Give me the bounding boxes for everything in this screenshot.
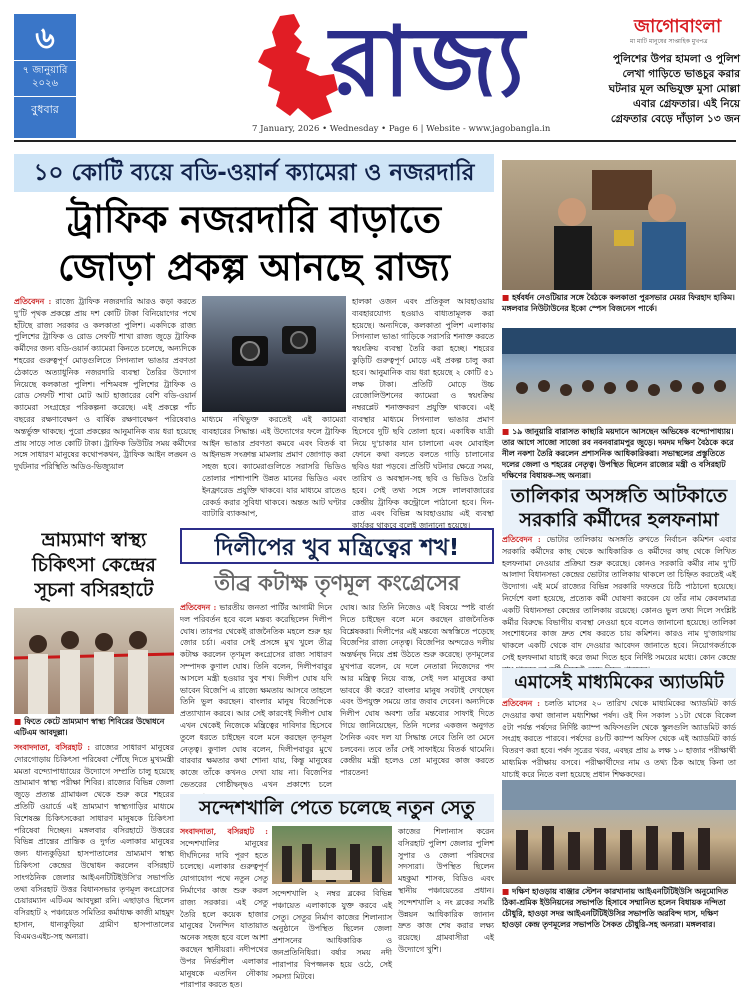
health-body-text: রাজ্যের সাধারণ মানুষের দোরগোড়ায় চিকিৎসা পরিষেবা পৌঁছে দিতে মুখ্যমন্ত্রী মমতা বন্দ্যোপাধ্যায়ের উদ্যোগে সম্প্রতি চালু হয়েছে ভ্রাম্যমাণ স্বাস্থ্য পরীক্ষা শিবির। রাজ্যের বিভিন্ন জেলা জুড়ে প্রত্যন্ত গ্রামাঞ্চল থেকে শুরু করে শহরের প্রতিটি ওয়ার্ডে এই ভ্রাম্যমাণ স্বাস্থ্যগাড়ির মাধ্যমে বিশেষজ্ঞ চিকিৎসকেরা সাধারণ মানুষকে চিকিৎসা পরিষেবা দিচ্ছেন। মঙ্গলবার বসিরহাটে উত্তরের বিভিন্ন প্রান্তের প্রান্তিক ও দুর্গত এলাকার মানুষের জন্য ধান্যকুড়িয়া হাসপাতালের ভ্রাম্যমাণ স্বাস্থ্য চিকিৎসা কেন্দ্রের উদ্বোধন করলেন বসিরহাট সাংগঠনিক জেলার আইএনটিটিইউসি'র সভাপতি তথা বসিরহাট উত্তর বিধানসভার তৃণমূল কংগ্রেসের চেয়ারম্যান এটিএম আবদুল্লা রনি। এছাড়াও ছিলেন বসিরহাট ২ পঞ্চায়েত সমিতির কর্মাধ্যক্ষ কাজী মাহমুদ হাসান, ধান্যকুড়িয়া গ্রামীণ হাসপাতালের বিএমওএইচ-সহ অন্যরা। (14, 743, 174, 941)
bodycam-caption (202, 414, 346, 518)
health-byline: সংবাদদাতা, বসিরহাট : (14, 743, 91, 752)
header-teaser (590, 52, 740, 127)
health-caption (14, 716, 174, 740)
sandeshkhali-column-3 (398, 826, 494, 954)
lead-column-1 (14, 296, 196, 518)
health-headline-line: ভ্রাম্যমাণ স্বাস্থ্য (41, 529, 147, 551)
bullet-icon: ■ (502, 887, 513, 896)
masthead: রাজ্য (330, 6, 525, 118)
exam-byline: প্রতিবেদন : (502, 699, 541, 708)
health-headline-line: চিকিৎসা কেন্দ্রের (32, 554, 156, 576)
teaser-line: গ্রেফতার বেড়ে দাঁড়াল ১৩ জন (610, 113, 740, 125)
health-body (14, 742, 174, 954)
dilip-column-2 (340, 602, 494, 790)
ribbon-cutting-illustration (14, 608, 174, 714)
gathering-illustration (502, 780, 736, 884)
health-headline (14, 528, 174, 603)
mayor-caption (502, 292, 736, 326)
sandeshkhali-column-1 (180, 826, 268, 990)
list-byline: প্রতিবেদন : (502, 535, 541, 544)
weekday: বুধবার (14, 96, 76, 120)
mayor-caption-text: হর্ষবর্ধন নেওটিয়ার সঙ্গে বৈঠকে কলকাতা পুরসভার মেয়র ফিরহাদ হাকিম। মঙ্গলবার নিউটাউনের ইকো স্পেস বিজনেস পার্কে। (502, 293, 735, 313)
dateline: 7 January, 2026 • Wednesday • Page 6 | Website - www.jagobangla.in (252, 124, 551, 134)
list-body-text: ভোটার তালিকায় অসঙ্গতি রুখতে নির্বাচন কমিশন এবার সরকারি কর্মীদের কাছ থেকে আধিকারিক ও কর্মীদের কাছ থেকে লিখিত হলফনামা নেওয়ার প্রক্রিয়া শুরু করেছে। কোনও সরকারি কর্মীর নাম দু'টি আলাদা বিধানসভা কেন্দ্রের ভোটার তালিকায় থাকলে তা চিহ্নিত করতেই এই উদ্যোগ। এই মর্মে রাজ্যের বিভিন্ন সরকারি দফতরে চিঠি পাঠানো হয়েছে। নির্দেশে বলা হয়েছে, প্রত্যেক কর্মী ঘোষণা করবেন যে তাঁর নাম কেবলমাত্র একটি বিধানসভা কেন্দ্রের তালিকায় রয়েছে। কোনও ভুল তথ্য দিলে সংশ্লিষ্ট কর্মীর বিরুদ্ধে বিভাগীয় ব্যবস্থা নেওয়া হবে বলেও জানানো হয়েছে। তালিকা সংশোধনের কাজ দ্রুত শেষ করতে চায় কমিশন। কারও নাম দু'জায়গায় থাকলে একটি থেকে বাদ দেওয়ার আবেদন জানাতে হবে। নিয়োগকর্তাকে সেই হলফনামা যাচাই করে জমা দিতে হবে নির্দিষ্ট সময়ের মধ্যে। কোন কেন্দ্রে (502, 535, 736, 662)
lead-byline: প্রতিবেদন : (14, 297, 52, 306)
dilip-body: ঘোষ। আর তিনি নিজেও এই বিষয়ে স্পষ্ট বার্তা দিতে চাইছেন বলে মনে করছেন রাজনৈতিক বিশ্লেষকরা। দিলীপের এই মন্তব্যে অস্বস্তিতে পড়েছে বিজেপির রাজ্য নেতৃত্ব। বিজেপির অন্দরেও দলীয় অন্তর্দ্বন্দ্ব নিয়ে প্রশ্ন উঠতে শুরু করেছে। তৃণমূলের মুখপাত্র বলেন, যে দলে নেতারা নিজেদের পদ আর মন্ত্রিত্ব নিয়ে ব্যস্ত, সেই দল মানুষের কথা ভাববে কী করে? বাংলার মানুষ সবটাই দেখছেন এবং উপযুক্ত সময়ে তার জবাব দেবেন। অন্যদিকে দিলীপ ঘোষ অবশ্য তাঁর মন্তব্যের সাফাই দিতে গিয়ে জানিয়েছেন, তিনি দলের একজন অনুগত সৈনিক এবং দল যা সিদ্ধান্ত নেবে তিনি তা মেনে চলবেন। তবে তাঁর সেই সাফাইয়ে বিতর্ক থামেনি। কেন্দ্রীয় মন্ত্রী হলেও তো মানুষের কাজ করতে পারতেন! (340, 603, 494, 778)
brand-logo: জাগোবাংলা (634, 16, 722, 37)
bullet-icon: ■ (14, 717, 25, 726)
list-headline (502, 480, 736, 536)
howrah-photo (502, 780, 736, 884)
sandeshkhali-body: কাজের শিলান্যাস করেন বসিরহাট পুলিশ জেলার পুলিশ সুপার ও জেলা পরিষদের সদস্যরা। উপস্থিত ছিলেন মহকুমা শাসক, বিডিও এবং স্থানীয় পঞ্চায়েতের প্রধান। সন্দেশখালি ২ নং ব্লকের সমষ্টি উন্নয়ন আধিকারিক জানান দ্রুত কাজ শেষ করার লক্ষ্য রয়েছে। গ্রামবাসীরা এই উদ্যোগে খুশি। (398, 827, 494, 954)
page-number: ৬ (35, 21, 55, 56)
crowd-illustration (502, 328, 736, 424)
date-box (14, 14, 76, 138)
lead-body: হালকা ওজন এবং প্রতিকূল আবহাওয়ায় ব্যবহারযোগ্য হওয়াও বাধ্যতামূলক করা হয়েছে। অন্যদিকে, কলকাতা পুলিশ এলাকায় সিগন্যাল ভাঙা গাড়িকে সরাসরি শনাক্ত করতে স্বয়ংক্রিয় ব্যবস্থা তৈরি করা হচ্ছে। শহরের কুড়িটি গুরুত্বপূর্ণ মোড়ে এই প্রকল্প চালু করা হবে। আনুমানিক ব্যয় ধরা হয়েছে ২ কোটি ৫১ লক্ষ টাকা। প্রতিটি মোড়ে উচ্চ রেজোলিউশনের ক্যামেরা ও স্বয়ংক্রিয় নম্বরপ্লেট শনাক্তকরণ প্রযুক্তি থাকবে। এই ব্যবস্থার মাধ্যমে সিগন্যাল ভাঙার প্রমাণ হিসেবে দুটি ছবি তোলা হবে। একাধিক যাত্রী নিয়ে দু'চাকার যান চালানো এবং মোবাইল ফোনে কথা বলতে বলতে গাড়ি চালানোর ছবিও ধরা পড়বে। প্রতিটি ঘটনার ক্ষেত্রে সময়, তারিখ ও অবস্থান-সহ ছবি ও ভিডিও তৈরি হবে। সেই তথ্য সঙ্গে সঙ্গে লালবাজারের কেন্দ্রীয় ট্রাফিক কন্ট্রোলে পাঠানো হবে। দিন-রাত এবং বিভিন্ন আবহাওয়ায় এই ব্যবস্থা কার্যকর থাকবে বলেই জানানো হয়েছে। (352, 297, 494, 531)
fair-photo (502, 328, 736, 424)
teaser-line: এবার গ্রেফতার। এই নিয়ে (633, 98, 740, 110)
foundation-illustration (272, 826, 392, 884)
lead-headline-line: ট্রাফিক নজরদারি বাড়াতে (66, 198, 442, 241)
health-photo (14, 608, 174, 714)
sandeshkhali-body: সন্দেশখালি ২ নম্বর ব্লকের বিভিন্ন পঞ্চায়েত এলাকাকে যুক্ত করবে এই সেতু। সেতুর নির্মাণ কাজের শিলান্যাস অনুষ্ঠানে উপস্থিত ছিলেন জেলা প্রশাসনের আধিকারিক ও জনপ্রতিনিধিরা। বর্ষার সময় নদী পারাপার বিপজ্জনক হয়ে ওঠে, সেই সমস্যা মিটবে। (272, 889, 392, 981)
fair-caption (502, 426, 736, 480)
exam-body-text: চলতি মাসের ২০ তারিখ থেকে মাধ্যমিকের অ্যাডমিট কার্ড দেওয়ার কথা জানাল মধ্যশিক্ষা পর্ষদ। ওই দিন সকাল ১১টা থেকে বিকেল ৫টা পর্যন্ত পর্ষদের নির্দিষ্ট ক্যাম্প অফিসগুলি থেকে স্কুলগুলি অ্যাডমিট কার্ড সংগ্রহ করতে পারবে। পর্ষদের ৪৮টি ক্যাম্প অফিস থেকে এই অ্যাডমিট কার্ড বিতরণ করা হবে। পর্ষদ সূত্রের খবর, এবছর প্রায় ৯ লক্ষ ১০ হাজার পরীক্ষার্থী মাধ্যমিক পরীক্ষায় বসবে। পরীক্ষার্থীদের নাম ও তথ্য ঠিক আছে কিনা তা যাচাই করে নিতে বলা হয়েছে প্রধান শিক্ষকদের। (502, 699, 737, 779)
sandeshkhali-body: সন্দেশখালির মানুষের দীর্ঘদিনের দাবি পূরণ হতে চলেছে। এলাকার গুরুত্বপূর্ণ যোগাযোগ পথে নতুন সেতু নির্মাণের কাজ শুরু করল রাজ্য সরকার। এই সেতু তৈরি হলে কয়েক হাজার মানুষের দৈনন্দিন যাতায়াত অনেক সহজ হবে বলে আশা করছেন স্থানীয়রা। নদীপথের উপর নির্ভরশীল এলাকার মানুষকে এতদিন নৌকায় পারাপার করতে হত। (180, 838, 268, 990)
bridge-photo (272, 826, 392, 884)
meeting-illustration (502, 160, 736, 290)
list-headline-line: তালিকার অসঙ্গতি আটকাতে (510, 485, 728, 507)
exam-headline: এমাসেই মাধ্যমিকের অ্যাডমিট (502, 668, 736, 698)
dilip-byline: প্রতিবেদন : (180, 603, 217, 612)
sandeshkhali-byline: সংবাদদাতা, বসিরহাট : (180, 827, 268, 836)
list-body (502, 534, 736, 666)
howrah-caption-text: দক্ষিণ হাওড়ায় বাঞ্জার স্টেশন কারখানায় আইএনটিটিইউসি অনুমোদিত ঠিকা-শ্রমিক ইউনিয়নের সভাপতি হিসাবে সম্মানিত হলেন বিধায়ক নন্দিতা চৌধুরি, হাওড়া সদর আইএনটিটিইউসির সভাপতি অরবিন্দ দাস, দক্ষিণ হাওড়া কেন্দ্র তৃণমূলের সভাপতি সৈকত চৌধুরি-সহ অন্যরা। মঙ্গলবার। (502, 887, 728, 929)
teaser-line: পুলিশের উপর হামলা ও পুলিশ (612, 53, 740, 65)
lead-headline-line: জোড়া প্রকল্প আনছে রাজ্য (58, 246, 450, 289)
dilip-column-1 (180, 602, 332, 790)
sandeshkhali-headline: সন্দেশখালি পেতে চলেছে নতুন সেতু (180, 794, 494, 822)
lead-body: রাজ্যে ট্রাফিক নজরদারি আরও কড়া করতে দু'টি পৃথক প্রকল্পে প্রায় দশ কোটি টাকা বিনিয়োগের পথে হাঁটছে রাজ্য সরকার ও কলকাতা পুলিশ। একদিকে রাজ্য পুলিশের ট্রাফিক ও রোড সেফটি শাখা রাজ্য জুড়ে ট্রাফিক কর্মীদের জন্য বডি-ওয়ার্ন ক্যামেরা কিনতে চলেছে, অন্যদিকে শহরের গুরুত্বপূর্ণ মোড়গুলিতে সিগন্যাল ভাঙার প্রবণতা ঠেকাতে অত্যাধুনিক নজরদারি ব্যবস্থা তৈরির উদ্যোগ নিয়েছে কলকাতা পুলিশ। পশ্চিমবঙ্গ পুলিশের ট্রাফিক ও রোড সেফটি শাখা মোট আট হাজারের বেশি বডি-ওয়ার্ন ক্যামেরা সংগ্রহের পরিকল্পনা করেছে। এই প্রকল্পে পাঁচ বছরের রক্ষণাবেক্ষণ ও বার্ষিক রক্ষণাবেক্ষণ পরিষেবাও অন্তর্ভুক্ত থাকছে। পুরো প্রকল্পের আনুমানিক ব্যয় ধরা হয়েছে প্রায় সাড়ে সাত কোটি টাকা। ট্রাফিক ডিউটির সময় কর্মীদের সঙ্গে সাধারণ মানুষের কথোপকথন, ট্রাফিক আইন লঙ্ঘন ও দুর্ঘটনার পরিস্থিতি অডিও-ভিজ্যুয়াল (14, 297, 196, 472)
lead-column-3 (352, 296, 494, 531)
dilip-body: ভারতীয় জনতা পার্টির আগামী দিনে দল পরিবর্তন হবে বলে মন্তব্য করেছিলেন দিলীপ ঘোষ। তারপর থেকেই রাজনৈতিক মহলে শুরু হয় জোর চর্চা। এবার সেই প্রসঙ্গে মুখ খুলে তীব্র কটাক্ষ করলেন তৃণমূল কংগ্রেসের রাজ্য সাধারণ সম্পাদক কুণাল ঘোষ। তিনি বলেন, দিলীপবাবুর আসলে মন্ত্রী হওয়ার খুব শখ। দিলীপ ঘোষ যদি ভাবেন বিজেপি এ রাজ্যে ক্ষমতায় আসবে তাহলে তিনি ভুল করছেন। বাংলার মানুষ বিজেপিকে প্রত্যাখ্যান করবে। আর সেই কারণেই দিলীপ ঘোষ এখন থেকেই নিজেকে মন্ত্রিত্বের দাবিদার হিসেবে তুলে ধরতে চাইছেন বলে মনে করছেন তৃণমূল নেতৃত্ব। কুণাল ঘোষ বলেন, দিলীপবাবুর মুখে বারবার ক্ষমতার কথা শোনা যায়, কিন্তু মানুষের কাজে তাঁকে কখনও দেখা যায় না। বিজেপির ভেতরের গোষ্ঠীদ্বন্দ্বও এখন প্রকাশ্যে চলে (180, 603, 332, 789)
dilip-subheadline: তীব্র কটাক্ষ তৃণমূল কংগ্রেসের (214, 571, 460, 595)
list-headline-line: সরকারি কর্মীদের হলফনামা (519, 509, 719, 531)
bullet-icon: ■ (502, 427, 513, 436)
sandeshkhali-column-2 (272, 888, 392, 981)
mayor-photo (502, 160, 736, 290)
bodycam-icon (202, 296, 346, 412)
exam-body (502, 698, 737, 779)
bullet-icon: ■ (502, 293, 513, 302)
header-rule (14, 140, 736, 142)
teaser-line: লেখা গাড়িতে ভাঙচুর করার (622, 68, 740, 80)
howrah-caption (502, 886, 736, 956)
brand-tagline: মা মাটি মানুষের সাপ্তাহিক মুখপত্র (630, 38, 708, 45)
lead-headline (14, 196, 494, 292)
date-day: ৭ জানুয়ারি (14, 60, 76, 77)
teaser-line: ঘটনার মূল অভিযুক্ত মুসা মোল্লা (608, 83, 740, 95)
dilip-headline: দিলীপের খুব মন্ত্রিত্বের শখ! (180, 528, 494, 564)
lead-kicker: ১০ কোটি ব্যয়ে বডি-ওয়ার্ন ক্যামেরা ও নজরদারি (14, 154, 494, 192)
bodycam-caption-text: মাধ্যমে নথিভুক্ত করতেই এই ক্যামেরা ব্যবহারের সিদ্ধান্ত। এই উদ্যোগের ফলে ট্রাফিক আইন ভাঙার প্রবণতা কমবে এবং বিতর্ক বা আইনভঙ্গ সংক্রান্ত মামলায় প্রমাণ জোগাড় করা সহজ হবে। ক্যামেরাগুলিতে সরাসরি ভিডিও তোলার পাশাপাশি উন্নত মানের ভিডিও এবং ইনফ্রারেড প্রযুক্তি থাকবে। যার মাধ্যমে রাতেও রেকর্ড করার সুবিধা থাকবে। অন্তত আট ঘণ্টার ব্যাটারি ব্যাকআপ, (202, 415, 346, 519)
bengal-map-icon (250, 12, 340, 122)
fair-caption-text: ১৯ জানুয়ারি বারাসত কাছারি ময়দানে আসছেন অভিষেক বন্দ্যোপাধ্যায়। তার আগে সাজো সাজো রব নবনবারামপুর জুড়ে। দমদম দক্ষিণ বৈঠকে করে নীল নকশা তৈরি করলেন প্রশাসনিক আধিকারিকরা। সভাস্থলের প্রস্তুতিতে দলের জেলা ও শহরের নেতৃত্ব। উপস্থিত ছিলেন রাজ্যের মন্ত্রী ও বসিরহাট দক্ষিণের বিধায়ক-সহ অন্যরা। (502, 427, 734, 480)
health-headline-line: সূচনা বসিরহাটে (34, 579, 154, 601)
bodycam-photo (202, 296, 346, 412)
health-caption-text: ফিতে কেটে ভ্রাম্যমাণ স্বাস্থ্য শিবিরের উদ্বোধনে এটিএম আবদুল্লা। (14, 717, 165, 737)
date-year: ২০২৬ (31, 78, 58, 89)
